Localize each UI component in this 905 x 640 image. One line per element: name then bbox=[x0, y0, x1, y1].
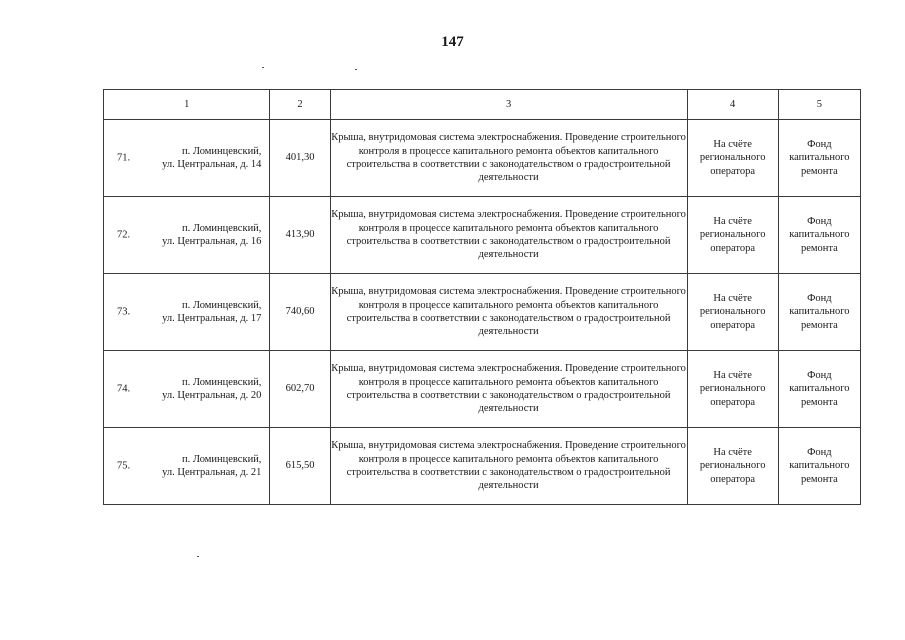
table-row bbox=[104, 428, 861, 505]
scan-speck bbox=[197, 556, 199, 557]
recipient-cell: Фонд капитального ремонта bbox=[778, 351, 860, 428]
table-row bbox=[104, 197, 861, 274]
scan-speck bbox=[262, 67, 264, 68]
page-number: 147 bbox=[441, 34, 464, 50]
fund-method-cell: На счёте регионального оператора bbox=[687, 274, 778, 351]
address-line-settlement: п. Ломинцевский, bbox=[181, 222, 262, 234]
address-cell bbox=[104, 197, 270, 274]
work-description-cell: Крыша, внутридомовая система электроснабжения. Проведение строительного контроля в процессе капитального ремонта объектов капитального строительства в соответствии с законодательством о градостроительной деятельности bbox=[330, 428, 687, 505]
recipient-cell: Фонд капитального ремонта bbox=[778, 274, 860, 351]
row-number: 74. bbox=[117, 383, 131, 395]
address-line-street: ул. Центральная, д. 17 bbox=[162, 313, 262, 324]
table-row bbox=[104, 351, 861, 428]
address-line-settlement: п. Ломинцевский, bbox=[181, 376, 262, 388]
fund-method-cell: На счёте регионального оператора bbox=[687, 351, 778, 428]
work-description-cell: Крыша, внутридомовая система электроснабжения. Проведение строительного контроля в процессе капитального ремонта объектов капитального строительства в соответствии с законодательством о градостроительной деятельности bbox=[330, 351, 687, 428]
area-cell: 401,30 bbox=[270, 120, 330, 197]
column-number-header-row bbox=[104, 90, 861, 120]
table-row bbox=[104, 120, 861, 197]
repair-program-table bbox=[103, 89, 861, 505]
address-line-street: ул. Центральная, д. 20 bbox=[162, 390, 262, 401]
work-description-cell: Крыша, внутридомовая система электроснабжения. Проведение строительного контроля в процессе капитального ремонта объектов капитального строительства в соответствии с законодательством о градостроительной деятельности bbox=[330, 274, 687, 351]
address-cell bbox=[104, 351, 270, 428]
area-cell: 413,90 bbox=[270, 197, 330, 274]
address-cell bbox=[104, 428, 270, 505]
column-header-4: 4 bbox=[687, 90, 778, 120]
fund-method-cell: На счёте регионального оператора bbox=[687, 197, 778, 274]
address-cell bbox=[104, 274, 270, 351]
area-cell: 615,50 bbox=[270, 428, 330, 505]
column-header-2: 2 bbox=[270, 90, 330, 120]
area-cell: 602,70 bbox=[270, 351, 330, 428]
address-line-street: ул. Центральная, д. 14 bbox=[162, 159, 262, 170]
column-header-5: 5 bbox=[778, 90, 860, 120]
row-number: 71. bbox=[117, 152, 131, 164]
scan-speck bbox=[355, 69, 357, 70]
address-line-settlement: п. Ломинцевский, bbox=[181, 453, 262, 465]
address-line-street: ул. Центральная, д. 21 bbox=[162, 467, 262, 478]
fund-method-cell: На счёте регионального оператора bbox=[687, 120, 778, 197]
recipient-cell: Фонд капитального ремонта bbox=[778, 197, 860, 274]
recipient-cell: Фонд капитального ремонта bbox=[778, 428, 860, 505]
row-number: 72. bbox=[117, 229, 131, 241]
recipient-cell: Фонд капитального ремонта bbox=[778, 120, 860, 197]
address-cell bbox=[104, 120, 270, 197]
row-number: 75. bbox=[117, 460, 131, 472]
fund-method-cell: На счёте регионального оператора bbox=[687, 428, 778, 505]
row-number: 73. bbox=[117, 306, 131, 318]
address-line-street: ул. Центральная, д. 16 bbox=[162, 236, 262, 247]
column-header-3: 3 bbox=[330, 90, 687, 120]
table-row bbox=[104, 274, 861, 351]
address-line-settlement: п. Ломинцевский, bbox=[181, 299, 262, 311]
column-header-1: 1 bbox=[104, 90, 270, 120]
area-cell: 740,60 bbox=[270, 274, 330, 351]
work-description-cell: Крыша, внутридомовая система электроснабжения. Проведение строительного контроля в процессе капитального ремонта объектов капитального строительства в соответствии с законодательством о градостроительной деятельности bbox=[330, 197, 687, 274]
address-line-settlement: п. Ломинцевский, bbox=[181, 145, 262, 157]
work-description-cell: Крыша, внутридомовая система электроснабжения. Проведение строительного контроля в процессе капитального ремонта объектов капитального строительства в соответствии с законодательством о градостроительной деятельности bbox=[330, 120, 687, 197]
